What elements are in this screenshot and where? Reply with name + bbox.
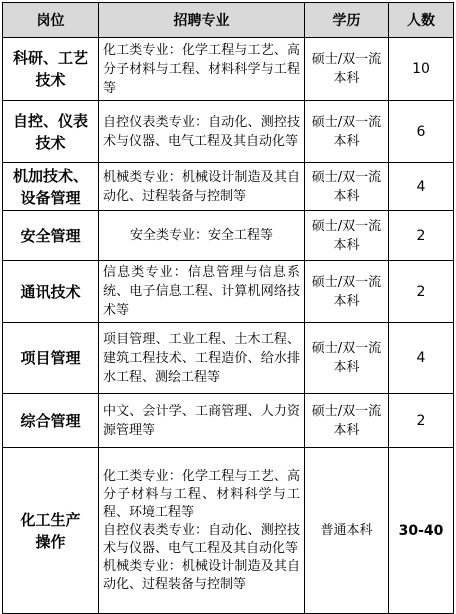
education-cell: 硕士/双一流本科 [305, 101, 389, 163]
major-text: 自控仪表类专业：自动化、测控技术与仪器、电气工程及其自动化等 [103, 522, 300, 556]
major-cell [99, 38, 305, 101]
major-cell [99, 101, 305, 163]
header-count: 人数 [389, 3, 454, 38]
major-text: 自控仪表类专业：自动化、测控技术与仪器、电气工程及其自动化等 [103, 114, 300, 149]
education-cell: 硕士/双一流本科 [305, 211, 389, 261]
major-cell [99, 323, 305, 394]
header-row [3, 3, 454, 38]
major-text: 机械类专业：机械设计制造及其自动化、过程装备与控制等 [103, 169, 300, 204]
table-row [3, 38, 454, 101]
education-cell: 硕士/双一流本科 [305, 323, 389, 394]
position-cell: 化工生产操作 [3, 448, 99, 614]
count-cell: 2 [389, 211, 454, 261]
major-text: 项目管理、工业工程、土木工程、建筑工程技术、工程造价、给水排水工程、测绘工程等 [103, 331, 300, 385]
count-cell: 4 [389, 323, 454, 394]
major-cell [99, 448, 305, 614]
education-cell: 普通本科 [305, 448, 389, 614]
position-cell: 综合管理 [3, 394, 99, 448]
header-education: 学历 [305, 3, 389, 38]
position-cell: 科研、工艺技术 [3, 38, 99, 101]
table-row [3, 394, 454, 448]
count-cell: 2 [389, 261, 454, 323]
recruitment-table [2, 2, 454, 614]
education-cell: 硕士/双一流本科 [305, 261, 389, 323]
major-text: 中文、会计学、工商管理、人力资源管理等 [103, 403, 300, 438]
major-cell [99, 211, 305, 261]
major-cell [99, 261, 305, 323]
header-position: 岗位 [3, 3, 99, 38]
position-cell: 自控、仪表技术 [3, 101, 99, 163]
education-cell: 硕士/双一流本科 [305, 394, 389, 448]
count-cell: 4 [389, 163, 454, 211]
header-major: 招聘专业 [99, 3, 305, 38]
major-cell [99, 394, 305, 448]
position-cell: 安全管理 [3, 211, 99, 261]
table-row [3, 101, 454, 163]
major-text: 化工类专业：化学工程与工艺、高分子材料与工程、材料科学与工程、环境工程等 [103, 468, 300, 520]
table-row [3, 211, 454, 261]
position-cell: 通讯技术 [3, 261, 99, 323]
table-row [3, 323, 454, 394]
count-cell: 10 [389, 38, 454, 101]
major-text: 安全类专业：安全工程等 [129, 228, 273, 243]
major-text: 信息类专业：信息管理与信息系统、电子信息工程、计算机网络技术等 [103, 265, 300, 318]
education-cell: 硕士/双一流本科 [305, 38, 389, 101]
table-row [3, 448, 454, 614]
major-text: 机械类专业：机械设计制造及其自动化、过程装备与控制等 [103, 558, 300, 592]
table-row [3, 163, 454, 211]
major-text: 化工类专业：化学工程与工艺、高分子材料与工程、材料科学与工程等 [103, 42, 300, 96]
count-cell: 2 [389, 394, 454, 448]
count-cell: 30-40 [389, 448, 454, 614]
count-cell: 6 [389, 101, 454, 163]
position-cell: 机加技术、设备管理 [3, 163, 99, 211]
table-row [3, 261, 454, 323]
major-cell [99, 163, 305, 211]
education-cell: 硕士/双一流本科 [305, 163, 389, 211]
position-cell: 项目管理 [3, 323, 99, 394]
